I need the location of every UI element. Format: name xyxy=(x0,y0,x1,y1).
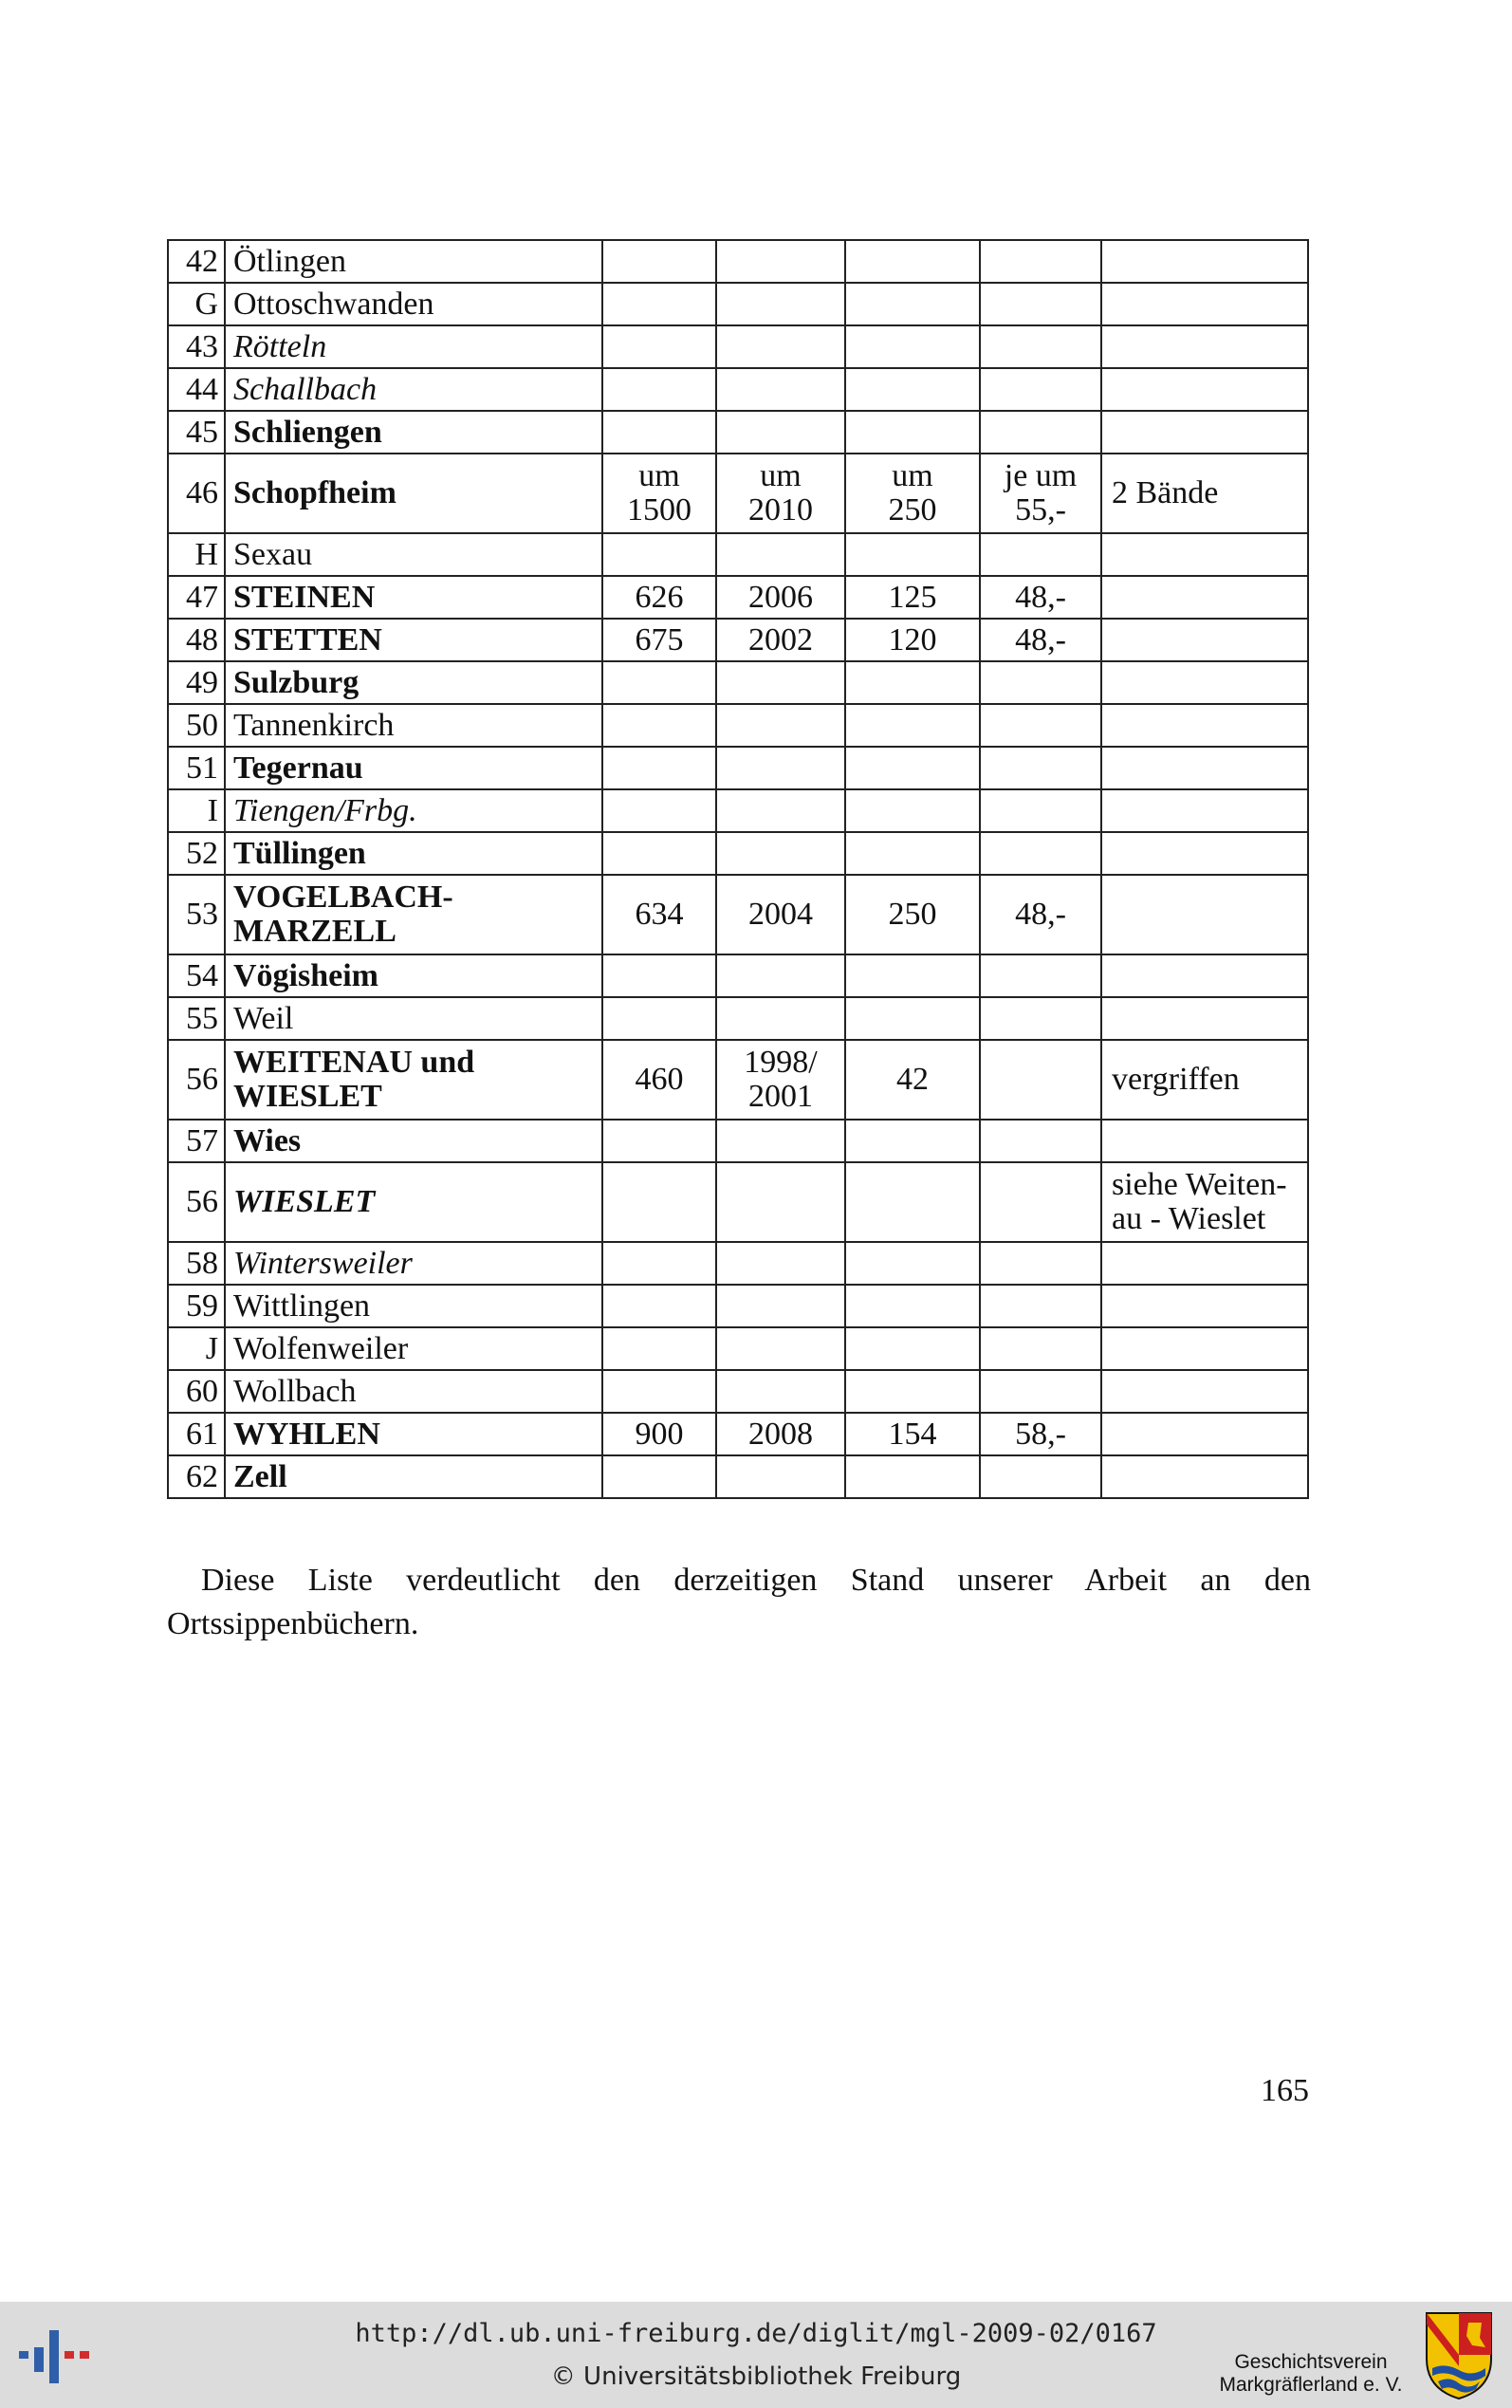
summary-paragraph: Diese Liste verdeutlicht den derzeitigen Stand unserer Arbeit an den Ortssippenbüchern. xyxy=(167,1563,1311,1641)
place-name-cell xyxy=(225,1285,602,1327)
note-cell xyxy=(1101,325,1308,368)
cell-value: 2008 xyxy=(748,1416,813,1452)
place-name-cell xyxy=(225,576,602,619)
value-cell-c1 xyxy=(602,704,716,747)
note-cell xyxy=(1101,1162,1308,1242)
table-row xyxy=(168,1040,1308,1120)
place-name: Sulzburg xyxy=(233,664,360,700)
row-number-cell: 52 xyxy=(168,832,225,875)
table-row xyxy=(168,576,1308,619)
note-cell xyxy=(1101,1455,1308,1498)
note-cell xyxy=(1101,368,1308,411)
place-name-cell xyxy=(225,1120,602,1162)
row-number-cell: 62 xyxy=(168,1455,225,1498)
row-number-cell: 51 xyxy=(168,747,225,789)
value-cell-c1 xyxy=(602,619,716,661)
value-cell-c1 xyxy=(602,533,716,576)
value-cell-c2 xyxy=(716,454,845,533)
row-number-cell: 55 xyxy=(168,997,225,1040)
note-cell xyxy=(1101,283,1308,325)
value-cell-c4 xyxy=(980,576,1101,619)
note-cell xyxy=(1101,789,1308,832)
table-row xyxy=(168,283,1308,325)
row-number-cell: 59 xyxy=(168,1285,225,1327)
value-cell-c1 xyxy=(602,411,716,454)
value-cell-c2 xyxy=(716,411,845,454)
place-name-cell xyxy=(225,1242,602,1285)
row-number-cell: 47 xyxy=(168,576,225,619)
row-number-cell: 57 xyxy=(168,1120,225,1162)
value-cell-c4 xyxy=(980,368,1101,411)
note-cell xyxy=(1101,875,1308,954)
value-cell-c2 xyxy=(716,661,845,704)
note-cell xyxy=(1101,997,1308,1040)
table-row xyxy=(168,454,1308,533)
note-cell xyxy=(1101,661,1308,704)
table-row xyxy=(168,1413,1308,1455)
row-number-cell: 50 xyxy=(168,704,225,747)
value-cell-c1 xyxy=(602,325,716,368)
row-number-cell: 56 xyxy=(168,1162,225,1242)
value-cell-c1 xyxy=(602,283,716,325)
value-cell-c4 xyxy=(980,1455,1101,1498)
cell-value: 634 xyxy=(635,897,684,933)
value-cell-c3 xyxy=(845,661,980,704)
value-cell-c2 xyxy=(716,704,845,747)
value-cell-c1 xyxy=(602,832,716,875)
row-number-cell: 45 xyxy=(168,411,225,454)
place-name: Zell xyxy=(233,1458,287,1494)
value-cell-c2 xyxy=(716,533,845,576)
place-name-cell xyxy=(225,240,602,283)
note-cell xyxy=(1101,240,1308,283)
value-cell-c2 xyxy=(716,954,845,997)
row-number-cell: 56 xyxy=(168,1040,225,1120)
value-cell-c2 xyxy=(716,789,845,832)
table-row xyxy=(168,1370,1308,1413)
place-name-cell xyxy=(225,283,602,325)
note-cell xyxy=(1101,619,1308,661)
table-row xyxy=(168,875,1308,954)
cell-value: je um 55,- xyxy=(1004,458,1078,528)
table-row xyxy=(168,1120,1308,1162)
row-number-cell: 43 xyxy=(168,325,225,368)
value-cell-c2 xyxy=(716,240,845,283)
value-cell-c4 xyxy=(980,1242,1101,1285)
value-cell-c3 xyxy=(845,1327,980,1370)
note-cell xyxy=(1101,954,1308,997)
place-name: Tannenkirch xyxy=(233,707,395,743)
note-cell xyxy=(1101,1242,1308,1285)
place-name: Wittlingen xyxy=(233,1287,371,1324)
place-name: WIESLET xyxy=(233,1184,376,1220)
value-cell-c1 xyxy=(602,1162,716,1242)
place-name: VOGELBACH- MARZELL xyxy=(233,880,453,949)
value-cell-c3 xyxy=(845,1370,980,1413)
place-name: Weil xyxy=(233,1000,294,1036)
cell-value: 48,- xyxy=(1015,621,1066,658)
note-cell xyxy=(1101,1327,1308,1370)
value-cell-c4 xyxy=(980,954,1101,997)
cell-value: 2004 xyxy=(748,897,813,933)
value-cell-c3 xyxy=(845,619,980,661)
place-name: Wolfenweiler xyxy=(233,1330,409,1366)
value-cell-c1 xyxy=(602,1040,716,1120)
value-cell-c2 xyxy=(716,576,845,619)
table-row xyxy=(168,411,1308,454)
cell-value: 125 xyxy=(888,579,937,615)
place-name: Vögisheim xyxy=(233,957,378,993)
value-cell-c1 xyxy=(602,1242,716,1285)
value-cell-c3 xyxy=(845,747,980,789)
note-cell xyxy=(1101,832,1308,875)
place-name-cell xyxy=(225,1413,602,1455)
value-cell-c4 xyxy=(980,1413,1101,1455)
place-name-cell xyxy=(225,454,602,533)
place-name: Ötlingen xyxy=(233,243,346,279)
table-row xyxy=(168,533,1308,576)
value-cell-c3 xyxy=(845,1455,980,1498)
value-cell-c4 xyxy=(980,1040,1101,1120)
value-cell-c1 xyxy=(602,1370,716,1413)
note-cell xyxy=(1101,1285,1308,1327)
value-cell-c1 xyxy=(602,1327,716,1370)
value-cell-c3 xyxy=(845,1040,980,1120)
place-name: STEINEN xyxy=(233,579,376,615)
value-cell-c1 xyxy=(602,997,716,1040)
value-cell-c3 xyxy=(845,704,980,747)
value-cell-c4 xyxy=(980,283,1101,325)
ortssippenbuch-table xyxy=(167,239,1309,1499)
place-name-cell xyxy=(225,533,602,576)
place-name-cell xyxy=(225,1162,602,1242)
cell-value: 120 xyxy=(888,621,937,658)
table-row xyxy=(168,240,1308,283)
value-cell-c4 xyxy=(980,325,1101,368)
value-cell-c2 xyxy=(716,619,845,661)
place-name: Schliengen xyxy=(233,414,382,450)
value-cell-c2 xyxy=(716,1327,845,1370)
value-cell-c4 xyxy=(980,533,1101,576)
table-row xyxy=(168,1162,1308,1242)
value-cell-c3 xyxy=(845,240,980,283)
source-url-link[interactable]: http://dl.ub.uni-freiburg.de/diglit/mgl-2009-02/0167 xyxy=(355,2319,1157,2348)
note-cell xyxy=(1101,533,1308,576)
value-cell-c4 xyxy=(980,1162,1101,1242)
place-name-cell xyxy=(225,661,602,704)
place-name-cell xyxy=(225,832,602,875)
value-cell-c1 xyxy=(602,1120,716,1162)
cell-value: 2002 xyxy=(748,621,813,658)
table-row xyxy=(168,325,1308,368)
place-name: Tiengen/Frbg. xyxy=(233,792,417,828)
cell-value: 2006 xyxy=(748,579,813,615)
value-cell-c3 xyxy=(845,325,980,368)
value-cell-c1 xyxy=(602,576,716,619)
value-cell-c3 xyxy=(845,368,980,411)
value-cell-c3 xyxy=(845,1242,980,1285)
row-number-cell: 58 xyxy=(168,1242,225,1285)
row-number-cell: H xyxy=(168,533,225,576)
society-name xyxy=(1197,2351,1425,2397)
cell-value: 1998/ 2001 xyxy=(744,1045,818,1114)
place-name-cell xyxy=(225,875,602,954)
value-cell-c4 xyxy=(980,1370,1101,1413)
value-cell-c1 xyxy=(602,454,716,533)
value-cell-c2 xyxy=(716,368,845,411)
place-name-cell xyxy=(225,1370,602,1413)
note-cell xyxy=(1101,747,1308,789)
cell-value: 154 xyxy=(888,1416,937,1452)
table-row xyxy=(168,368,1308,411)
value-cell-c3 xyxy=(845,954,980,997)
value-cell-c3 xyxy=(845,576,980,619)
value-cell-c2 xyxy=(716,1285,845,1327)
place-name-cell xyxy=(225,619,602,661)
row-number-cell: J xyxy=(168,1327,225,1370)
coat-of-arms-icon xyxy=(1423,2309,1495,2400)
row-number-cell: 60 xyxy=(168,1370,225,1413)
row-number-cell: G xyxy=(168,283,225,325)
value-cell-c4 xyxy=(980,997,1101,1040)
row-number-cell: 46 xyxy=(168,454,225,533)
row-number-cell: 54 xyxy=(168,954,225,997)
place-name-cell xyxy=(225,997,602,1040)
table-row xyxy=(168,619,1308,661)
table-row xyxy=(168,1455,1308,1498)
row-number-cell: 49 xyxy=(168,661,225,704)
table-row xyxy=(168,747,1308,789)
note-cell xyxy=(1101,576,1308,619)
cell-value: 42 xyxy=(896,1062,929,1098)
value-cell-c3 xyxy=(845,875,980,954)
value-cell-c1 xyxy=(602,747,716,789)
page-number: 165 xyxy=(1261,2073,1309,2108)
value-cell-c4 xyxy=(980,875,1101,954)
note-cell xyxy=(1101,1413,1308,1455)
place-name-cell xyxy=(225,1327,602,1370)
value-cell-c3 xyxy=(845,997,980,1040)
value-cell-c1 xyxy=(602,240,716,283)
value-cell-c2 xyxy=(716,1370,845,1413)
copyright-text: © Universitätsbibliothek Freiburg xyxy=(550,2362,962,2391)
place-name: Wies xyxy=(233,1122,302,1158)
value-cell-c1 xyxy=(602,954,716,997)
value-cell-c4 xyxy=(980,619,1101,661)
table-row xyxy=(168,1285,1308,1327)
row-number-cell: I xyxy=(168,789,225,832)
value-cell-c1 xyxy=(602,1455,716,1498)
row-number-cell: 48 xyxy=(168,619,225,661)
cell-value: 48,- xyxy=(1015,579,1066,615)
value-cell-c3 xyxy=(845,789,980,832)
value-cell-c3 xyxy=(845,832,980,875)
value-cell-c2 xyxy=(716,1040,845,1120)
note-text: siehe Weiten- au - Wieslet xyxy=(1112,1167,1287,1236)
place-name-cell xyxy=(225,704,602,747)
cell-value: um 1500 xyxy=(627,458,691,528)
note-text: vergriffen xyxy=(1112,1062,1240,1098)
value-cell-c3 xyxy=(845,283,980,325)
footer-bar xyxy=(0,2302,1512,2408)
place-name: Tegernau xyxy=(233,750,363,786)
value-cell-c4 xyxy=(980,789,1101,832)
cell-value: 48,- xyxy=(1015,897,1066,933)
value-cell-c4 xyxy=(980,240,1101,283)
note-cell xyxy=(1101,1120,1308,1162)
row-number-cell: 44 xyxy=(168,368,225,411)
cell-value: 58,- xyxy=(1015,1416,1066,1452)
row-number-cell: 42 xyxy=(168,240,225,283)
value-cell-c4 xyxy=(980,411,1101,454)
place-name: Schopfheim xyxy=(233,475,396,511)
place-name: WYHLEN xyxy=(233,1416,380,1452)
place-name: WEITENAU und WIESLET xyxy=(233,1045,475,1114)
cell-value: 250 xyxy=(888,897,937,933)
place-name: Sexau xyxy=(233,536,313,572)
cell-value: um 250 xyxy=(888,458,937,528)
cell-value: 900 xyxy=(635,1416,684,1452)
cell-value: 460 xyxy=(635,1062,684,1098)
value-cell-c1 xyxy=(602,368,716,411)
value-cell-c4 xyxy=(980,1285,1101,1327)
table-row xyxy=(168,832,1308,875)
value-cell-c2 xyxy=(716,325,845,368)
note-cell xyxy=(1101,1040,1308,1120)
value-cell-c1 xyxy=(602,789,716,832)
row-number-cell: 53 xyxy=(168,875,225,954)
place-name-cell xyxy=(225,325,602,368)
note-cell xyxy=(1101,704,1308,747)
value-cell-c2 xyxy=(716,747,845,789)
place-name: STETTEN xyxy=(233,621,382,658)
value-cell-c3 xyxy=(845,1120,980,1162)
place-name: Ottoschwanden xyxy=(233,286,434,322)
value-cell-c2 xyxy=(716,875,845,954)
table-row xyxy=(168,1242,1308,1285)
value-cell-c1 xyxy=(602,1285,716,1327)
value-cell-c4 xyxy=(980,454,1101,533)
value-cell-c2 xyxy=(716,283,845,325)
value-cell-c3 xyxy=(845,1162,980,1242)
place-name: Rötteln xyxy=(233,328,327,364)
note-cell xyxy=(1101,1370,1308,1413)
value-cell-c1 xyxy=(602,1413,716,1455)
place-name-cell xyxy=(225,954,602,997)
table-row xyxy=(168,954,1308,997)
value-cell-c1 xyxy=(602,875,716,954)
place-name-cell xyxy=(225,1455,602,1498)
value-cell-c2 xyxy=(716,1242,845,1285)
place-name: Wintersweiler xyxy=(233,1245,413,1281)
value-cell-c4 xyxy=(980,1120,1101,1162)
value-cell-c4 xyxy=(980,1327,1101,1370)
value-cell-c3 xyxy=(845,1285,980,1327)
table-row xyxy=(168,997,1308,1040)
row-number-cell: 61 xyxy=(168,1413,225,1455)
value-cell-c2 xyxy=(716,1120,845,1162)
place-name-cell xyxy=(225,789,602,832)
value-cell-c4 xyxy=(980,661,1101,704)
table-row xyxy=(168,1327,1308,1370)
value-cell-c2 xyxy=(716,832,845,875)
value-cell-c3 xyxy=(845,533,980,576)
place-name: Schallbach xyxy=(233,371,378,407)
place-name-cell xyxy=(225,1040,602,1120)
value-cell-c4 xyxy=(980,704,1101,747)
note-cell xyxy=(1101,411,1308,454)
society-line-2: Markgräflerland e. V. xyxy=(1219,2374,1403,2396)
value-cell-c2 xyxy=(716,1162,845,1242)
value-cell-c3 xyxy=(845,454,980,533)
value-cell-c2 xyxy=(716,1455,845,1498)
table-row xyxy=(168,661,1308,704)
note-cell xyxy=(1101,454,1308,533)
cell-value: um 2010 xyxy=(748,458,813,528)
value-cell-c2 xyxy=(716,997,845,1040)
value-cell-c3 xyxy=(845,1413,980,1455)
place-name: Wollbach xyxy=(233,1373,357,1409)
place-name-cell xyxy=(225,368,602,411)
place-name-cell xyxy=(225,747,602,789)
value-cell-c2 xyxy=(716,1413,845,1455)
table-row xyxy=(168,789,1308,832)
value-cell-c3 xyxy=(845,411,980,454)
note-text: 2 Bände xyxy=(1112,475,1219,511)
value-cell-c4 xyxy=(980,747,1101,789)
cell-value: 675 xyxy=(635,621,684,658)
place-name: Tüllingen xyxy=(233,835,366,871)
cell-value: 626 xyxy=(635,579,684,615)
value-cell-c1 xyxy=(602,661,716,704)
society-line-1: Geschichtsverein xyxy=(1234,2351,1388,2373)
table-row xyxy=(168,704,1308,747)
place-name-cell xyxy=(225,411,602,454)
value-cell-c4 xyxy=(980,832,1101,875)
